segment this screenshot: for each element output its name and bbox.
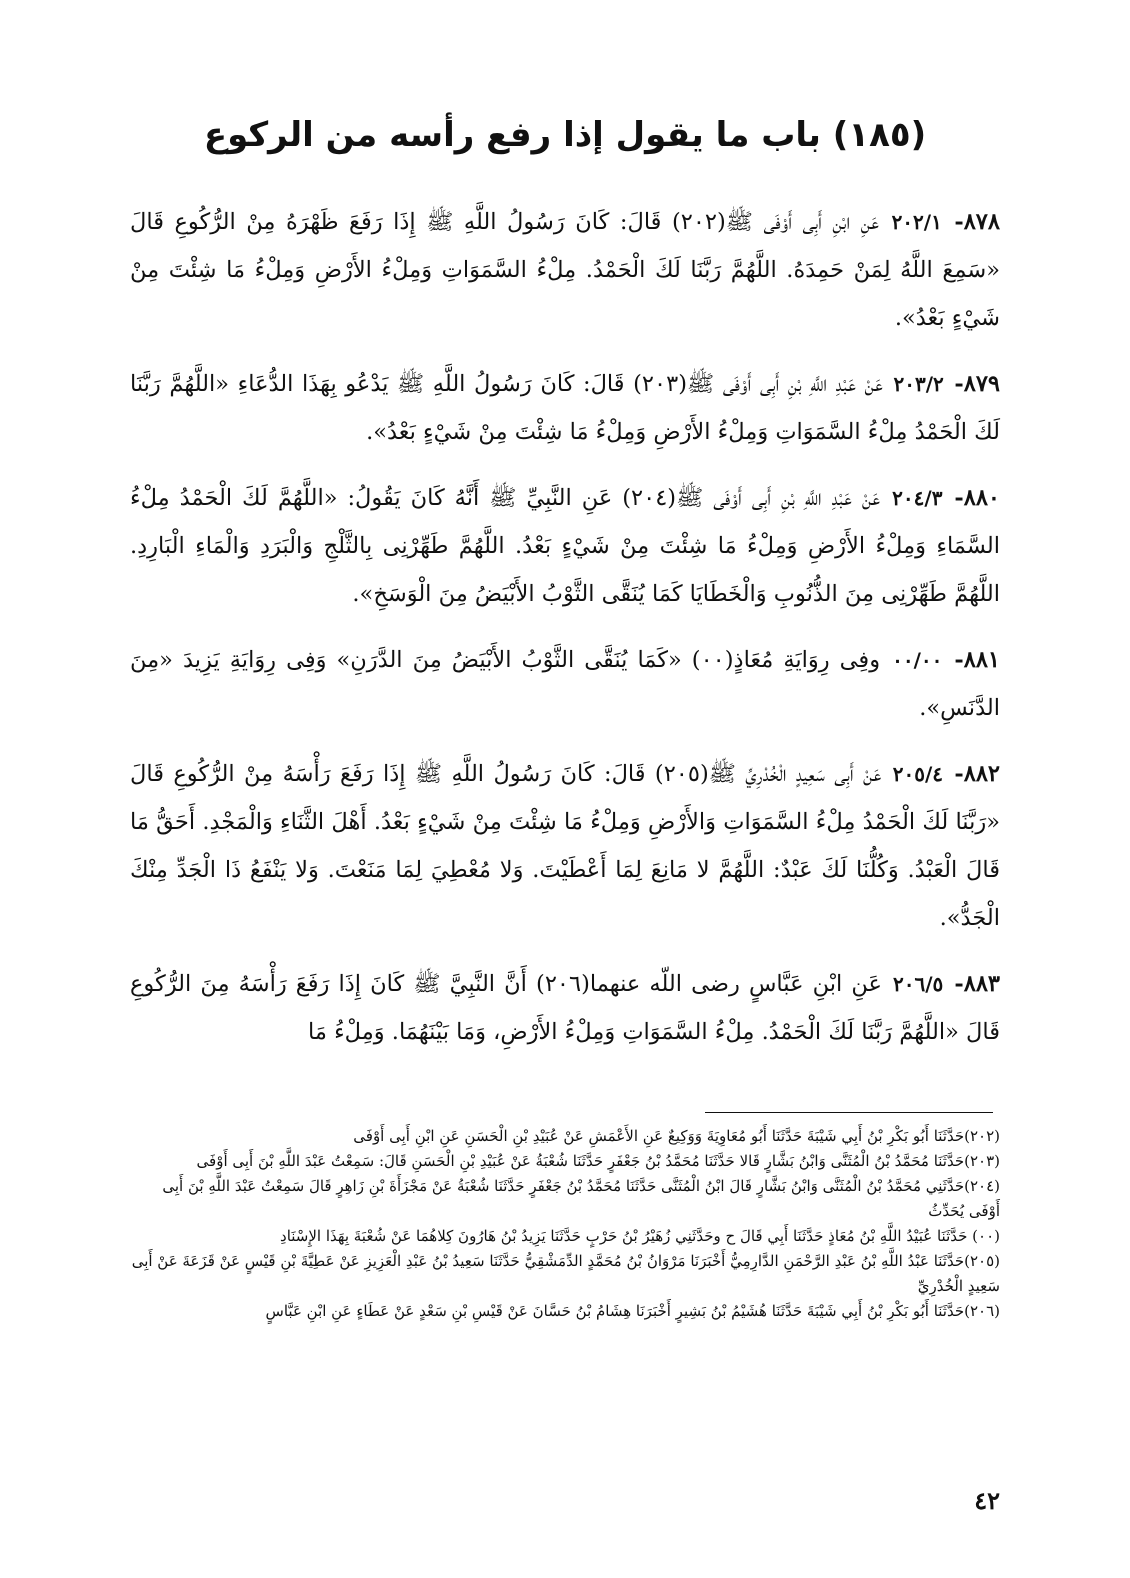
hadith-text: وفِى رِوَايَةِ مُعَاذٍ(٠٠) «كَمَا يُنَقَّى الثَّوْبُ الأَبْيَضُ مِنَ الدَّرَنِ» وَفِى رِوَايَةِ يَزِيدَ «مِنَ الدَّنَسِ». xyxy=(130,647,1000,721)
hadith-cross-ref: ٢٠٦/٥ xyxy=(893,972,944,996)
footnotes xyxy=(130,1124,1000,1324)
footnote-206: (٢٠٦)حَدَّثَنَا أَبُو بَكْرِ بْنُ أَبِي شَيْبَةَ حَدَّثَنَا هُشَيْمُ بْنُ بَشِيرٍ أَخْبَرَنَا هِشَامُ بْنُ حَسَّانَ عَنْ قَيْسِ بْنِ سَعْدٍ عَنْ عَطَاءٍ عَنِ ابْنِ عَبَّاسٍ xyxy=(265,1302,1000,1320)
hadith-cross-ref: ٢٠٤/٣ xyxy=(892,486,943,510)
hadith-879 xyxy=(130,360,1000,456)
hadith-text: عَنِ ابْنِ عَبَّاسٍ رضى اللّه عنهما(٢٠٦) أَنَّ النَّبِيَّ ﷺ كَانَ إِذَا رَفَعَ رَأْسَهُ مِنَ الرُّكُوعِ قَالَ «اللَّهُمَّ رَبَّنَا لَكَ الْحَمْدُ. مِلْءُ السَّمَوَاتِ وَمِلْءُ الأَرْضِ، وَمَا بَيْنَهُمَا. وَمِلْءُ مَا xyxy=(130,971,1000,1045)
footnote-00: (٠٠) حَدَّثَنَا عُبَيْدُ اللَّهِ بْنُ مُعَاذٍ حَدَّثَنَا أَبِي قَالَ ح وحَدَّثَنِي زُهَيْرُ بْنُ حَرْبٍ حَدَّثَنَا يَزِيدُ بْنُ هَارُونَ كِلاهُمَا عَنْ شُعْبَةَ بِهَذَا الإِسْنَادِ xyxy=(280,1227,1000,1245)
hadith-cross-ref: ٢٠٢/١ xyxy=(891,210,942,234)
hadith-883 xyxy=(130,960,1000,1056)
page-number: ٤٢ xyxy=(974,1486,1000,1515)
hadith-text: عَنِ ابْنِ أَبِى أَوْفَى ﷺ(٢٠٢) قَالَ: كَانَ رَسُولُ اللَّهِ ﷺ إِذَا رَفَعَ ظَهْرَهُ مِنْ الرُّكُوعِ قَالَ «سَمِعَ اللَّهُ لِمَنْ حَمِدَهُ. اللَّهُمَّ رَبَّنَا لَكَ الْحَمْدُ. مِلْءُ السَّمَوَاتِ وَمِلْءُ الأَرْضِ وَمِلْءُ مَا شِئْتَ مِنْ شَيْءٍ بَعْدُ». xyxy=(130,209,1000,331)
hadith-number: ٨٨١- xyxy=(954,647,1001,673)
hadith-text: عَنْ عَبْدِ اللَّهِ بْنِ أَبِى أَوْفَى ﷺ(٢٠٣) قَالَ: كَانَ رَسُولُ اللَّهِ ﷺ يَدْعُو بِهَذَا الدُّعَاءِ «اللَّهُمَّ رَبَّنَا لَكَ الْحَمْدُ مِلْءُ السَّمَوَاتِ وَمِلْءُ الأَرْضِ وَمِلْءُ مَا شِئْتَ مِنْ شَيْءٍ بَعْدُ». xyxy=(130,371,1000,445)
hadith-cross-ref: ٢٠٣/٢ xyxy=(893,372,944,396)
hadith-text: عَنْ عَبْدِ اللَّهِ بْنِ أَبِى أَوْفَى ﷺ(٢٠٤) عَنِ النَّبِيِّ ﷺ أَنَّهُ كَانَ يَقُولُ: «اللَّهُمَّ لَكَ الْحَمْدُ مِلْءُ السَّمَاءِ وَمِلْءُ الأَرْضِ وَمِلْءُ مَا شِئْتَ مِنْ شَيْءٍ بَعْدُ. اللَّهُمَّ طَهِّرْنِى بِالثَّلْجِ وَالْبَرَدِ وَالْمَاءِ الْبَارِدِ. اللَّهُمَّ طَهِّرْنِى مِنَ الذُّنُوبِ وَالْخَطَايَا كَمَا يُنَقَّى الثَّوْبُ الأَبْيَضُ مِنَ الْوَسَخِ». xyxy=(130,485,1000,607)
hadith-878 xyxy=(130,198,1000,342)
footnote-203: (٢٠٣)حَدَّثَنَا مُحَمَّدُ بْنُ الْمُثَنَّى وَابْنُ بَشَّارٍ قَالا حَدَّثَنَا مُحَمَّدُ بْنُ جَعْفَرٍ حَدَّثَنَا شُعْبَةُ عَنْ عُبَيْدِ بْنِ الْحَسَنِ قَالَ: سَمِعْتُ عَبْدَ اللَّهِ بْنَ أَبِى أَوْفَى xyxy=(196,1152,1000,1170)
footnote-separator xyxy=(705,1112,993,1113)
chapter-title: (١٨٥) باب ما يقول إذا رفع رأسه من الركوع xyxy=(203,115,927,155)
hadith-list xyxy=(130,198,1000,1074)
hadith-881 xyxy=(130,636,1000,732)
hadith-number: ٨٧٨- xyxy=(954,209,1000,235)
hadith-number: ٨٨٣- xyxy=(954,971,1001,997)
hadith-text: عَنْ أَبِى سَعِيدٍ الْخُدْرِيِّ ﷺ(٢٠٥) قَالَ: كَانَ رَسُولُ اللَّهِ ﷺ إِذَا رَفَعَ رَأْسَهُ مِنْ الرُّكُوعِ قَالَ «رَبَّنَا لَكَ الْحَمْدُ مِلْءُ السَّمَوَاتِ وَالأَرْضِ وَمِلْءُ مَا شِئْتَ مِنْ شَيْءٍ بَعْدُ. أَهْلَ الثَّنَاءِ وَالْمَجْدِ. أَحَقُّ مَا قَالَ الْعَبْدُ. وَكُلُّنَا لَكَ عَبْدٌ: اللَّهُمَّ لا مَانِعَ لِمَا أَعْطَيْتَ. وَلا مُعْطِيَ لِمَا مَنَعْتَ. وَلا يَنْفَعُ ذَا الْجَدِّ مِنْكَ الْجَدُّ». xyxy=(130,761,1000,931)
hadith-number: ٨٨٠- xyxy=(954,485,1001,511)
hadith-882 xyxy=(130,750,1000,942)
footnote-204: (٢٠٤)حَدَّثَنِي مُحَمَّدُ بْنُ الْمُثَنَّى وَابْنُ بَشَّارٍ قَالَ ابْنُ الْمُثَنَّى حَدَّثَنَا مُحَمَّدُ بْنُ جَعْفَرٍ حَدَّثَنَا شُعْبَةُ عَنْ مَجْزَأَةَ بْنِ زَاهِرٍ قَالَ سَمِعْتُ عَبْدَ اللَّهِ بْنَ أَبِى أَوْفَى يُحَدِّثُ xyxy=(162,1177,1000,1220)
hadith-number: ٨٧٩- xyxy=(954,371,1001,397)
hadith-cross-ref: ٠٠/٠٠ xyxy=(892,648,943,672)
hadith-880 xyxy=(130,474,1000,618)
hadith-number: ٨٨٢- xyxy=(954,761,1001,787)
footnote-202: (٢٠٢)حَدَّثَنَا أَبُو بَكْرِ بْنُ أَبِي شَيْبَةَ حَدَّثَنَا أَبُو مُعَاوِيَةَ وَوَكِيعٌ عَنِ الأَعْمَشِ عَنْ عُبَيْدِ بْنِ الْحَسَنِ عَنِ ابْنِ أَبِى أَوْفَى xyxy=(353,1127,1000,1145)
hadith-cross-ref: ٢٠٥/٤ xyxy=(892,762,944,786)
footnote-205: (٢٠٥)حَدَّثَنَا عَبْدُ اللَّهِ بْنُ عَبْدِ الرَّحْمَنِ الدَّارِمِيُّ أَخْبَرَنَا مَرْوَانُ بْنُ مُحَمَّدٍ الدِّمَشْقِيُّ حَدَّثَنَا سَعِيدُ بْنُ عَبْدِ الْعَزِيزِ عَنْ عَطِيَّةَ بْنِ قَيْسٍ عَنْ قَزَعَةَ عَنْ أَبِى سَعِيدٍ الْخُدْرِيِّ xyxy=(131,1252,1000,1295)
